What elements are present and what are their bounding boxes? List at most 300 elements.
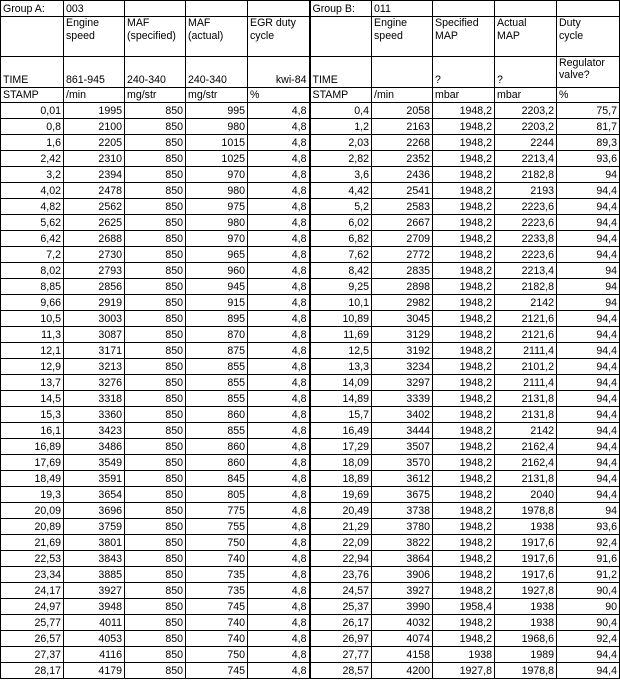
cell-a-maf-actual[interactable]: 860 [186,439,248,455]
cell-a-time[interactable]: 3,2 [1,167,64,183]
cell-b-duty-cycle[interactable]: 94,4 [557,487,620,503]
cell-b-time[interactable]: 16,49 [310,423,372,439]
cell-b-engine-speed[interactable]: 4074 [372,631,433,647]
cell-b-actual-map[interactable]: 2121,6 [495,327,557,343]
cell-a-engine-speed[interactable]: 3591 [64,471,125,487]
cell-a-egr-duty[interactable]: 4,8 [248,375,310,391]
cell-b-duty-cycle[interactable]: 94 [557,503,620,519]
cell-b-actual-map[interactable]: 1989 [495,647,557,663]
cell-b-specified-map[interactable]: 1948,2 [433,551,495,567]
cell-a-engine-speed[interactable]: 3276 [64,375,125,391]
cell-b-time[interactable]: 19,69 [310,487,372,503]
header-b-time[interactable] [310,17,372,57]
cell-a-maf-specified[interactable]: 850 [125,487,186,503]
cell-a-engine-speed[interactable]: 3171 [64,343,125,359]
cell-a-maf-actual[interactable]: 1025 [186,151,248,167]
cell-a-maf-actual[interactable]: 860 [186,407,248,423]
cell-a-engine-speed[interactable]: 2793 [64,263,125,279]
cell-a-engine-speed[interactable]: 3885 [64,567,125,583]
cell-a-maf-actual[interactable]: 945 [186,279,248,295]
cell-a-egr-duty[interactable]: 4,8 [248,551,310,567]
cell-a-maf-actual[interactable]: 855 [186,423,248,439]
empty-cell[interactable] [125,1,186,17]
cell-b-specified-map[interactable]: 1948,2 [433,167,495,183]
cell-a-engine-speed[interactable]: 3486 [64,439,125,455]
cell-b-duty-cycle[interactable]: 75,7 [557,103,620,119]
group-b-label[interactable]: Group B: [310,1,372,17]
cell-b-duty-cycle[interactable]: 94 [557,279,620,295]
unit-a-time[interactable]: STAMP [1,88,64,103]
cell-a-time[interactable]: 4,82 [1,199,64,215]
cell-a-maf-actual[interactable]: 975 [186,199,248,215]
empty-cell[interactable] [433,1,495,17]
cell-b-specified-map[interactable]: 1948,2 [433,631,495,647]
cell-b-duty-cycle[interactable]: 90,4 [557,583,620,599]
cell-b-specified-map[interactable]: 1948,2 [433,247,495,263]
cell-b-specified-map[interactable]: 1948,2 [433,535,495,551]
cell-b-specified-map[interactable]: 1948,2 [433,183,495,199]
cell-b-time[interactable]: 10,89 [310,311,372,327]
cell-b-specified-map[interactable]: 1948,2 [433,231,495,247]
cell-b-engine-speed[interactable]: 4200 [372,663,433,679]
cell-a-engine-speed[interactable]: 3696 [64,503,125,519]
range-b-specified-map[interactable]: ? [433,57,495,88]
cell-b-actual-map[interactable]: 2223,6 [495,199,557,215]
cell-b-actual-map[interactable]: 2213,4 [495,263,557,279]
cell-b-specified-map[interactable]: 1948,2 [433,119,495,135]
header-a-maf-actual[interactable]: MAF (actual) [186,17,248,57]
cell-a-maf-actual[interactable]: 970 [186,231,248,247]
cell-a-maf-actual[interactable]: 1015 [186,135,248,151]
cell-a-engine-speed[interactable]: 3549 [64,455,125,471]
cell-a-maf-specified[interactable]: 850 [125,327,186,343]
cell-a-egr-duty[interactable]: 4,8 [248,151,310,167]
cell-a-time[interactable]: 18,49 [1,471,64,487]
cell-b-actual-map[interactable]: 1917,6 [495,551,557,567]
cell-b-engine-speed[interactable]: 3192 [372,343,433,359]
cell-b-engine-speed[interactable]: 3675 [372,487,433,503]
cell-a-time[interactable]: 0,8 [1,119,64,135]
cell-b-engine-speed[interactable]: 3780 [372,519,433,535]
cell-a-maf-specified[interactable]: 850 [125,631,186,647]
cell-a-engine-speed[interactable]: 3003 [64,311,125,327]
cell-a-engine-speed[interactable]: 3087 [64,327,125,343]
cell-a-maf-actual[interactable]: 855 [186,375,248,391]
cell-a-maf-specified[interactable]: 850 [125,423,186,439]
cell-b-engine-speed[interactable]: 3612 [372,471,433,487]
cell-a-engine-speed[interactable]: 2478 [64,183,125,199]
cell-b-duty-cycle[interactable]: 94,4 [557,359,620,375]
cell-a-maf-actual[interactable]: 845 [186,471,248,487]
cell-a-maf-actual[interactable]: 735 [186,583,248,599]
cell-b-engine-speed[interactable]: 3444 [372,423,433,439]
cell-a-engine-speed[interactable]: 2856 [64,279,125,295]
cell-b-specified-map[interactable]: 1948,2 [433,327,495,343]
cell-b-duty-cycle[interactable]: 94,4 [557,215,620,231]
cell-a-engine-speed[interactable]: 4053 [64,631,125,647]
cell-b-time[interactable]: 9,25 [310,279,372,295]
cell-b-specified-map[interactable]: 1948,2 [433,503,495,519]
cell-b-time[interactable]: 10,1 [310,295,372,311]
cell-b-engine-speed[interactable]: 2541 [372,183,433,199]
cell-a-egr-duty[interactable]: 4,8 [248,119,310,135]
cell-b-actual-map[interactable]: 2213,4 [495,151,557,167]
cell-a-time[interactable]: 1,6 [1,135,64,151]
cell-a-maf-actual[interactable]: 745 [186,599,248,615]
cell-a-time[interactable]: 13,7 [1,375,64,391]
header-a-engine-speed[interactable]: Engine speed [64,17,125,57]
cell-a-engine-speed[interactable]: 4116 [64,647,125,663]
cell-a-maf-specified[interactable]: 850 [125,247,186,263]
cell-b-actual-map[interactable]: 2182,8 [495,279,557,295]
cell-a-egr-duty[interactable]: 4,8 [248,199,310,215]
cell-a-egr-duty[interactable]: 4,8 [248,647,310,663]
cell-a-time[interactable]: 8,02 [1,263,64,279]
cell-b-engine-speed[interactable]: 3822 [372,535,433,551]
cell-a-engine-speed[interactable]: 4011 [64,615,125,631]
cell-a-time[interactable]: 24,17 [1,583,64,599]
cell-b-actual-map[interactable]: 2111,4 [495,343,557,359]
empty-cell[interactable] [495,1,557,17]
cell-b-time[interactable]: 27,77 [310,647,372,663]
cell-b-actual-map[interactable]: 2162,4 [495,455,557,471]
cell-a-engine-speed[interactable]: 3801 [64,535,125,551]
cell-b-time[interactable]: 12,5 [310,343,372,359]
cell-b-engine-speed[interactable]: 3234 [372,359,433,375]
cell-b-actual-map[interactable]: 2233,8 [495,231,557,247]
cell-a-egr-duty[interactable]: 4,8 [248,295,310,311]
cell-a-egr-duty[interactable]: 4,8 [248,391,310,407]
cell-a-engine-speed[interactable]: 2730 [64,247,125,263]
cell-b-specified-map[interactable]: 1948,2 [433,583,495,599]
cell-a-egr-duty[interactable]: 4,8 [248,663,310,679]
cell-a-engine-speed[interactable]: 2562 [64,199,125,215]
cell-a-maf-actual[interactable]: 965 [186,247,248,263]
cell-b-specified-map[interactable]: 1948,2 [433,615,495,631]
cell-b-duty-cycle[interactable]: 94,4 [557,439,620,455]
cell-a-maf-actual[interactable]: 750 [186,535,248,551]
cell-a-engine-speed[interactable]: 2688 [64,231,125,247]
cell-a-time[interactable]: 22,53 [1,551,64,567]
cell-b-time[interactable]: 14,89 [310,391,372,407]
cell-b-engine-speed[interactable]: 3927 [372,583,433,599]
cell-b-time[interactable]: 21,29 [310,519,372,535]
cell-b-duty-cycle[interactable]: 94,4 [557,455,620,471]
cell-b-specified-map[interactable]: 1948,2 [433,135,495,151]
cell-b-time[interactable]: 18,89 [310,471,372,487]
cell-b-time[interactable]: 6,02 [310,215,372,231]
cell-b-specified-map[interactable]: 1948,2 [433,311,495,327]
cell-a-egr-duty[interactable]: 4,8 [248,615,310,631]
cell-b-time[interactable]: 26,17 [310,615,372,631]
group-a-label[interactable]: Group A: [1,1,64,17]
cell-b-specified-map[interactable]: 1948,2 [433,199,495,215]
cell-a-maf-specified[interactable]: 850 [125,231,186,247]
cell-b-duty-cycle[interactable]: 94,4 [557,343,620,359]
cell-b-actual-map[interactable]: 1938 [495,615,557,631]
cell-b-actual-map[interactable]: 1917,6 [495,535,557,551]
cell-b-engine-speed[interactable]: 3507 [372,439,433,455]
cell-b-time[interactable]: 28,57 [310,663,372,679]
cell-a-time[interactable]: 0,01 [1,103,64,119]
cell-a-time[interactable]: 7,2 [1,247,64,263]
cell-a-engine-speed[interactable]: 2394 [64,167,125,183]
cell-b-actual-map[interactable]: 2040 [495,487,557,503]
cell-a-maf-specified[interactable]: 850 [125,103,186,119]
cell-b-specified-map[interactable]: 1948,2 [433,455,495,471]
cell-a-maf-specified[interactable]: 850 [125,263,186,279]
cell-b-engine-speed[interactable]: 3045 [372,311,433,327]
cell-b-duty-cycle[interactable]: 92,4 [557,631,620,647]
cell-b-duty-cycle[interactable]: 94,4 [557,663,620,679]
cell-a-time[interactable]: 17,69 [1,455,64,471]
cell-b-engine-speed[interactable]: 2583 [372,199,433,215]
cell-b-actual-map[interactable]: 2244 [495,135,557,151]
cell-b-engine-speed[interactable]: 3738 [372,503,433,519]
cell-b-time[interactable]: 4,42 [310,183,372,199]
cell-a-time[interactable]: 2,42 [1,151,64,167]
cell-b-actual-map[interactable]: 2162,4 [495,439,557,455]
cell-b-specified-map[interactable]: 1948,2 [433,439,495,455]
cell-b-engine-speed[interactable]: 2709 [372,231,433,247]
cell-a-time[interactable]: 16,89 [1,439,64,455]
cell-a-engine-speed[interactable]: 4179 [64,663,125,679]
cell-b-actual-map[interactable]: 2111,4 [495,375,557,391]
cell-a-maf-actual[interactable]: 735 [186,567,248,583]
cell-a-maf-actual[interactable]: 895 [186,311,248,327]
cell-a-maf-specified[interactable]: 850 [125,503,186,519]
cell-b-duty-cycle[interactable]: 89,3 [557,135,620,151]
cell-b-specified-map[interactable]: 1948,2 [433,487,495,503]
cell-b-duty-cycle[interactable]: 94,4 [557,647,620,663]
cell-a-maf-actual[interactable]: 740 [186,615,248,631]
cell-a-time[interactable]: 9,66 [1,295,64,311]
cell-b-time[interactable]: 6,82 [310,231,372,247]
cell-a-egr-duty[interactable]: 4,8 [248,183,310,199]
cell-b-time[interactable]: 22,94 [310,551,372,567]
cell-a-maf-actual[interactable]: 980 [186,215,248,231]
cell-a-time[interactable]: 12,9 [1,359,64,375]
cell-a-egr-duty[interactable]: 4,8 [248,471,310,487]
cell-a-time[interactable]: 26,57 [1,631,64,647]
cell-b-specified-map[interactable]: 1948,2 [433,519,495,535]
cell-a-engine-speed[interactable]: 3654 [64,487,125,503]
cell-a-maf-actual[interactable]: 860 [186,455,248,471]
cell-b-time[interactable]: 26,97 [310,631,372,647]
cell-b-specified-map[interactable]: 1948,2 [433,295,495,311]
cell-b-duty-cycle[interactable]: 94 [557,167,620,183]
range-a-engine-speed[interactable]: 861-945 [64,57,125,88]
cell-a-maf-specified[interactable]: 850 [125,375,186,391]
header-a-egr-duty[interactable]: EGR duty cycle [248,17,310,57]
cell-b-duty-cycle[interactable]: 93,6 [557,151,620,167]
cell-a-maf-specified[interactable]: 850 [125,407,186,423]
cell-b-specified-map[interactable]: 1948,2 [433,391,495,407]
cell-a-egr-duty[interactable]: 4,8 [248,535,310,551]
cell-a-egr-duty[interactable]: 4,8 [248,327,310,343]
cell-a-maf-actual[interactable]: 750 [186,647,248,663]
cell-a-maf-specified[interactable]: 850 [125,535,186,551]
cell-a-maf-actual[interactable]: 775 [186,503,248,519]
cell-b-actual-map[interactable]: 2203,2 [495,119,557,135]
cell-a-time[interactable]: 15,3 [1,407,64,423]
cell-a-maf-specified[interactable]: 850 [125,135,186,151]
cell-b-specified-map[interactable]: 1948,2 [433,279,495,295]
cell-a-maf-actual[interactable]: 915 [186,295,248,311]
cell-b-actual-map[interactable]: 2131,8 [495,407,557,423]
cell-b-time[interactable]: 2,03 [310,135,372,151]
cell-a-time[interactable]: 12,1 [1,343,64,359]
cell-a-egr-duty[interactable]: 4,8 [248,519,310,535]
cell-b-duty-cycle[interactable]: 94,4 [557,407,620,423]
cell-a-maf-actual[interactable]: 855 [186,359,248,375]
cell-b-time[interactable]: 11,69 [310,327,372,343]
cell-b-time[interactable]: 1,2 [310,119,372,135]
cell-b-time[interactable]: 15,7 [310,407,372,423]
header-a-time[interactable] [1,17,64,57]
cell-a-egr-duty[interactable]: 4,8 [248,215,310,231]
cell-b-duty-cycle[interactable]: 92,4 [557,535,620,551]
empty-cell[interactable] [186,1,248,17]
cell-b-duty-cycle[interactable]: 94,4 [557,423,620,439]
cell-b-duty-cycle[interactable]: 94,4 [557,391,620,407]
cell-a-maf-specified[interactable]: 850 [125,391,186,407]
cell-b-specified-map[interactable]: 1948,2 [433,407,495,423]
cell-b-actual-map[interactable]: 2203,2 [495,103,557,119]
cell-b-actual-map[interactable]: 1917,6 [495,567,557,583]
cell-b-actual-map[interactable]: 2142 [495,295,557,311]
unit-a-egr-duty[interactable]: % [248,88,310,103]
cell-b-specified-map[interactable]: 1948,2 [433,215,495,231]
cell-a-engine-speed[interactable]: 2310 [64,151,125,167]
cell-b-actual-map[interactable]: 2182,8 [495,167,557,183]
cell-b-actual-map[interactable]: 1978,8 [495,663,557,679]
cell-b-specified-map[interactable]: 1948,2 [433,471,495,487]
cell-b-engine-speed[interactable]: 2982 [372,295,433,311]
cell-a-maf-actual[interactable]: 995 [186,103,248,119]
group-b-code[interactable]: 011 [372,1,433,17]
cell-a-engine-speed[interactable]: 2100 [64,119,125,135]
cell-b-time[interactable]: 8,42 [310,263,372,279]
empty-cell[interactable] [248,1,310,17]
cell-a-maf-actual[interactable]: 875 [186,343,248,359]
cell-a-maf-specified[interactable]: 850 [125,343,186,359]
time-label[interactable]: TIME [310,57,372,88]
cell-a-egr-duty[interactable]: 4,8 [248,423,310,439]
cell-b-engine-speed[interactable]: 3990 [372,599,433,615]
cell-a-egr-duty[interactable]: 4,8 [248,135,310,151]
cell-b-duty-cycle[interactable]: 94,4 [557,311,620,327]
header-b-engine-speed[interactable]: Engine speed [372,17,433,57]
cell-a-maf-actual[interactable]: 745 [186,663,248,679]
cell-b-engine-speed[interactable]: 2772 [372,247,433,263]
cell-b-duty-cycle[interactable]: 94,4 [557,183,620,199]
cell-b-time[interactable]: 24,57 [310,583,372,599]
cell-b-specified-map[interactable]: 1948,2 [433,423,495,439]
cell-b-specified-map[interactable]: 1938 [433,647,495,663]
cell-b-actual-map[interactable]: 2131,8 [495,391,557,407]
cell-b-actual-map[interactable]: 2131,8 [495,471,557,487]
cell-b-time[interactable]: 5,2 [310,199,372,215]
unit-b-time[interactable]: STAMP [310,88,372,103]
cell-b-time[interactable]: 20,49 [310,503,372,519]
cell-a-time[interactable]: 6,42 [1,231,64,247]
cell-b-time[interactable]: 13,3 [310,359,372,375]
cell-a-time[interactable]: 20,09 [1,503,64,519]
cell-a-engine-speed[interactable]: 2919 [64,295,125,311]
cell-a-maf-actual[interactable]: 870 [186,327,248,343]
cell-b-engine-speed[interactable]: 2835 [372,263,433,279]
cell-a-engine-speed[interactable]: 1995 [64,103,125,119]
cell-a-maf-actual[interactable]: 970 [186,167,248,183]
cell-a-time[interactable]: 8,85 [1,279,64,295]
cell-a-engine-speed[interactable]: 2625 [64,215,125,231]
cell-a-egr-duty[interactable]: 4,8 [248,311,310,327]
cell-b-specified-map[interactable]: 1948,2 [433,103,495,119]
unit-b-duty-cycle[interactable]: % [557,88,620,103]
cell-b-engine-speed[interactable]: 2352 [372,151,433,167]
cell-b-duty-cycle[interactable]: 94,4 [557,231,620,247]
cell-b-time[interactable]: 22,09 [310,535,372,551]
cell-b-duty-cycle[interactable]: 81,7 [557,119,620,135]
cell-a-egr-duty[interactable]: 4,8 [248,359,310,375]
cell-a-time[interactable]: 11,3 [1,327,64,343]
cell-b-actual-map[interactable]: 2193 [495,183,557,199]
cell-a-maf-specified[interactable]: 850 [125,119,186,135]
cell-a-maf-actual[interactable]: 980 [186,183,248,199]
cell-b-duty-cycle[interactable]: 94,4 [557,327,620,343]
cell-a-engine-speed[interactable]: 3948 [64,599,125,615]
cell-a-engine-speed[interactable]: 3423 [64,423,125,439]
cell-b-actual-map[interactable]: 1938 [495,519,557,535]
range-a-egr-duty[interactable]: kwi-84 [248,57,310,88]
cell-a-egr-duty[interactable]: 4,8 [248,247,310,263]
cell-a-maf-actual[interactable]: 980 [186,119,248,135]
cell-b-specified-map[interactable]: 1948,2 [433,359,495,375]
cell-b-time[interactable]: 18,09 [310,455,372,471]
cell-a-maf-specified[interactable]: 850 [125,647,186,663]
cell-b-engine-speed[interactable]: 3402 [372,407,433,423]
cell-a-egr-duty[interactable]: 4,8 [248,455,310,471]
cell-a-egr-duty[interactable]: 4,8 [248,599,310,615]
cell-a-engine-speed[interactable]: 3360 [64,407,125,423]
cell-b-actual-map[interactable]: 2223,6 [495,215,557,231]
unit-b-engine-speed[interactable]: /min [372,88,433,103]
cell-a-maf-specified[interactable]: 850 [125,663,186,679]
cell-a-engine-speed[interactable]: 2205 [64,135,125,151]
cell-a-maf-specified[interactable]: 850 [125,279,186,295]
cell-a-maf-specified[interactable]: 850 [125,199,186,215]
cell-b-engine-speed[interactable]: 3129 [372,327,433,343]
cell-a-egr-duty[interactable]: 4,8 [248,567,310,583]
cell-a-maf-actual[interactable]: 805 [186,487,248,503]
cell-b-specified-map[interactable]: 1948,2 [433,343,495,359]
cell-a-time[interactable]: 27,37 [1,647,64,663]
header-a-maf-specified[interactable]: MAF (specified) [125,17,186,57]
cell-b-time[interactable]: 17,29 [310,439,372,455]
cell-a-maf-actual[interactable]: 855 [186,391,248,407]
cell-a-maf-specified[interactable]: 850 [125,215,186,231]
cell-a-maf-actual[interactable]: 960 [186,263,248,279]
cell-a-maf-specified[interactable]: 850 [125,151,186,167]
cell-b-actual-map[interactable]: 1968,6 [495,631,557,647]
cell-a-egr-duty[interactable]: 4,8 [248,487,310,503]
cell-b-specified-map[interactable]: 1927,8 [433,663,495,679]
cell-a-egr-duty[interactable]: 4,8 [248,631,310,647]
cell-a-maf-specified[interactable]: 850 [125,551,186,567]
cell-b-engine-speed[interactable]: 2268 [372,135,433,151]
cell-a-maf-specified[interactable]: 850 [125,295,186,311]
